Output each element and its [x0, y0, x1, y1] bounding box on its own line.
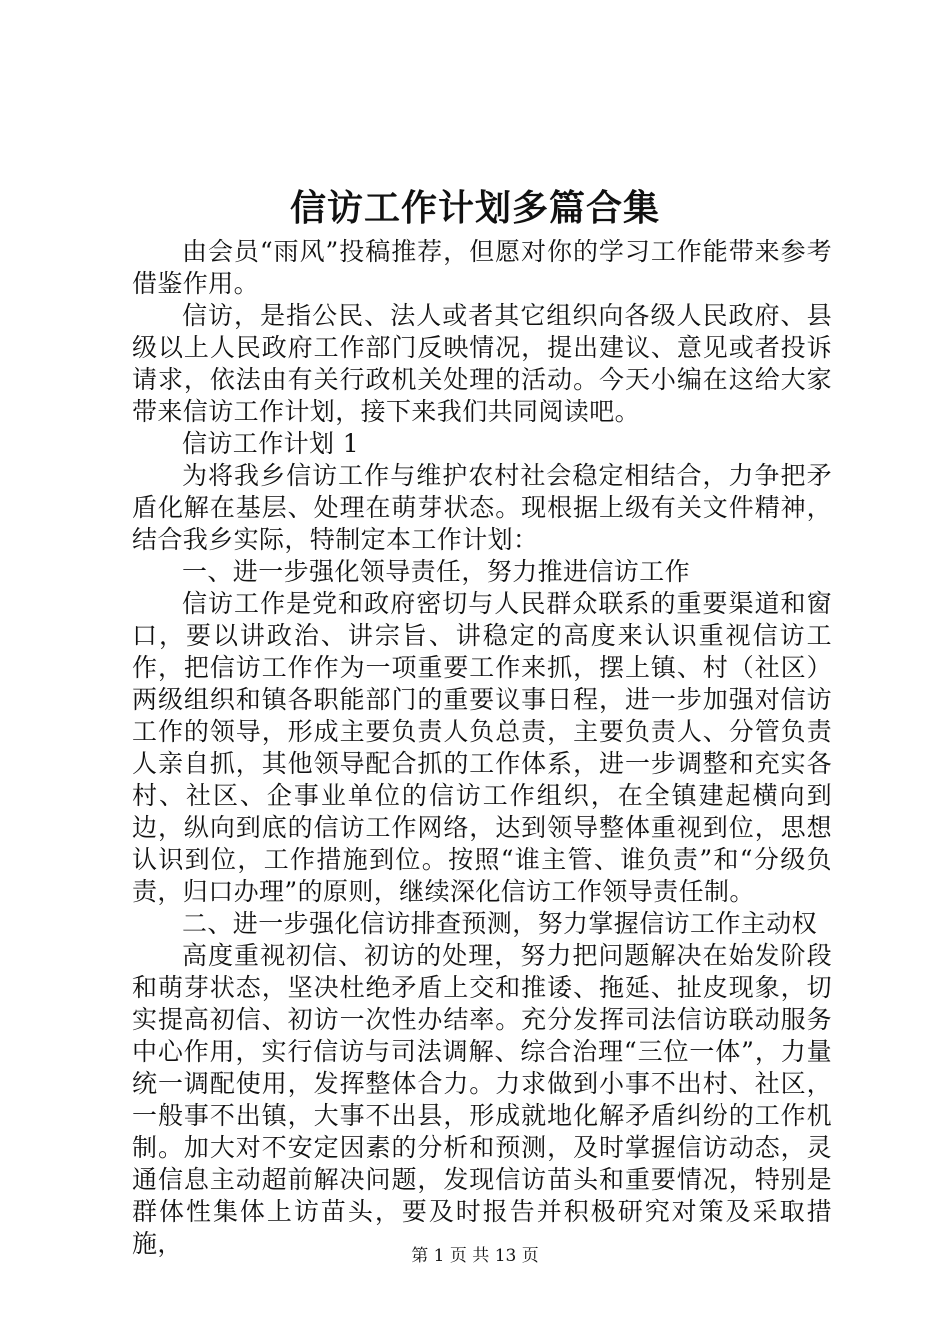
page-number: 第 1 页 共 13 页	[411, 1246, 539, 1266]
document-body	[132, 236, 832, 1260]
page-footer	[0, 1244, 950, 1268]
section-paragraph-2: 高度重视初信、初访的处理，努力把问题解决在始发阶段和萌芽状态，坚决杜绝矛盾上交和推诿、拖延、扯皮现象，切实提高初信、初访一次性办结率。充分发挥司法信访联动服务中心作用，实行信访与司法调解、综合治理“三位一体”，力量统一调配使用，发挥整体合力。力求做到小事不出村、社区，一般事不出镇，大事不出县，形成就地化解矛盾纠纷的工作机制。加大对不安定因素的分析和预测，及时掌握信访动态，灵通信息主动超前解决问题，发现信访苗头和重要情况，特别是群体性集体上访苗头，要及时报告并积极研究对策及采取措施，	[132, 941, 832, 1258]
section-heading-1: 一、进一步强化领导责任，努力推进信访工作	[182, 557, 691, 586]
section-paragraph-1: 信访工作是党和政府密切与人民群众联系的重要渠道和窗口，要以讲政治、讲宗旨、讲稳定的高度来认识重视信访工作，把信访工作作为一项重要工作来抓，摆上镇、村（社区）两级组织和镇各职能部门的重要议事日程，进一步加强对信访工作的领导，形成主要负责人负总责，主要负责人、分管负责人亲自抓，其他领导配合抓的工作体系，进一步调整和充实各村、社区、企事业单位的信访工作组织，在全镇建起横向到边，纵向到底的信访工作网络，达到领导整体重视到位，思想认识到位，工作措施到位。按照“谁主管、谁负责”和“分级负责，归口办理”的原则，继续深化信访工作领导责任制。	[132, 589, 832, 906]
plan-heading: 信访工作计划 1	[182, 429, 360, 458]
document-title: 信访工作计划多篇合集	[289, 187, 660, 229]
intro-paragraph: 由会员“雨风”投稿推荐，但愿对你的学习工作能带来参考借鉴作用。	[132, 237, 832, 298]
definition-paragraph: 信访，是指公民、法人或者其它组织向各级人民政府、县级以上人民政府工作部门反映情况，提出建议、意见或者投诉请求，依法由有关行政机关处理的活动。今天小编在这给大家带来信访工作计划，接下来我们共同阅读吧。	[132, 301, 832, 426]
plan-intro-paragraph: 为将我乡信访工作与维护农村社会稳定相结合，力争把矛盾化解在基层、处理在萌芽状态。现根据上级有关文件精神，结合我乡实际，特制定本工作计划：	[132, 461, 832, 554]
section-heading-2: 二、进一步强化信访排查预测，努力掌握信访工作主动权	[182, 909, 818, 938]
